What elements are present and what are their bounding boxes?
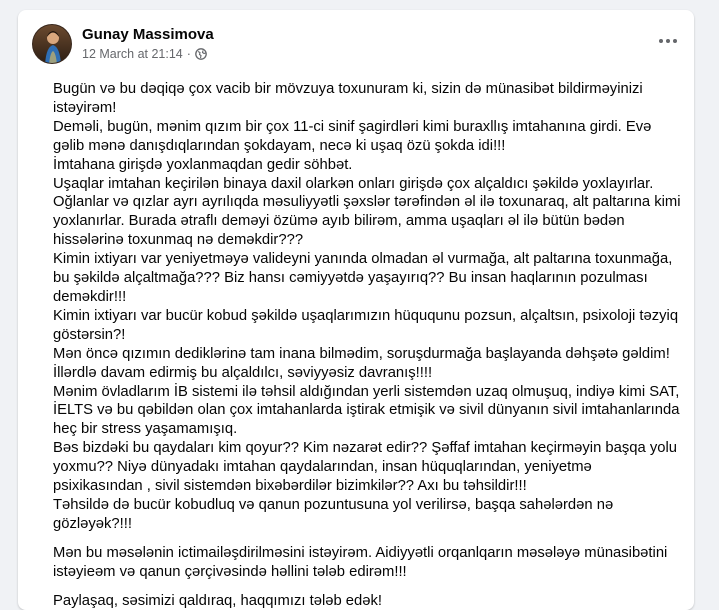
more-options-icon[interactable] xyxy=(654,30,682,52)
meta-separator: · xyxy=(186,47,191,61)
globe-icon[interactable] xyxy=(195,48,207,60)
post-paragraph: Paylaşaq, səsimizi qaldıraq, haqqımızı tələb edək! xyxy=(53,592,382,609)
author-avatar[interactable] xyxy=(32,24,72,64)
post-header xyxy=(32,24,682,68)
post-timestamp[interactable]: 12 March at 21:14 xyxy=(82,47,183,61)
post-meta xyxy=(82,47,207,61)
author-name[interactable]: Gunay Massimova xyxy=(82,26,214,43)
post-card xyxy=(18,10,694,610)
post-paragraph: Mən bu məsələnin ictimailəşdirilməsini istəyirəm. Aidiyyətli orqanlqarın məsələyə münasibətini istəyieəm və qanun çərçivəsində həllini tələb edirəm!!! xyxy=(53,544,668,580)
post-text xyxy=(53,80,683,610)
post-paragraph: Bugün və bu dəqiqə çox vacib bir mövzuya toxunuram ki, sizin də münasibət bildirməyinizi istəyirəm! Deməli, bugün, mənim qızım bir çox 11-ci sinif şagirdləri kimi buraxllış imtahanına girdi. Evə gəlib mənə danışdıqlarından şokdayam, necə ki uşaq özü şokda idi!!! İmtahana girişdə yoxlanmaqdan gedir söhbət. Uşaqlar imtahan keçirilən binaya daxil olarkən onları girişdə çox alçaldıcı şəkildə yoxlayırlar. Oğlanlar və qızlar ayrı ayrılıqda məsuliyyətli şəxslər tərəfindən əl ilə toxunaraq, alt paltarına kimi yoxlanırlar. Burada ətraflı deməyi özümə ayıb bilirəm, amma uşaqları əl ilə bütün bədən hissələrinə toxunmaq nə deməkdir??? Kimin ixtiyarı var yeniyetməyə valideyni yanında olmadan əl vurmağa, alt paltarına toxunmağa, bu şəkildə alçaltmağa??? Biz hansı cəmiyyətdə yaşayırıq?? Bu insan haqlarının pozulması deməkdir!!! Kimin ixtiyarı var bucür kobud şəkildə uşaqlarımızın hüququnu pozsun, alçaltsın, psixoloji təzyiq göstərsin?! Mən öncə qızımın dediklərinə tam inana bilmədim, soruşdurmağa başlayanda dəhşətə gəldim! İllərdlə davam edirmiş bu alçaldılcı, səviyyəsiz davranış!!!! Mənim övladlarım İB sistemi ilə təhsil aldığından yerli sistemdən uzaq olmuşuq, indiyə kimi SAT, İELTS və bu qəbildən olan çox imtahanlarda iştirak etmişik və sivil dünyanın sivil imtahanlarında heç bir stress yaşamamışıq. Bəs bizdəki bu qaydaları kim qoyur?? Kim nəzarət edir?? Şəffaf imtahan keçirməyin başqa yolu yoxmu?? Niyə dünyadakı imtahan qaydalarından, insan hüquqlarından, yeniyetmə psixikasından , sivil sistemdən bixəbərdilər bizimkilər?? Axı bu təhsildir!!! Təhsildə də bucür kobudluq və qanun pozuntusuna yol verilirsə, başqa sahələrdən nə gözləyək?!!! xyxy=(53,81,681,532)
